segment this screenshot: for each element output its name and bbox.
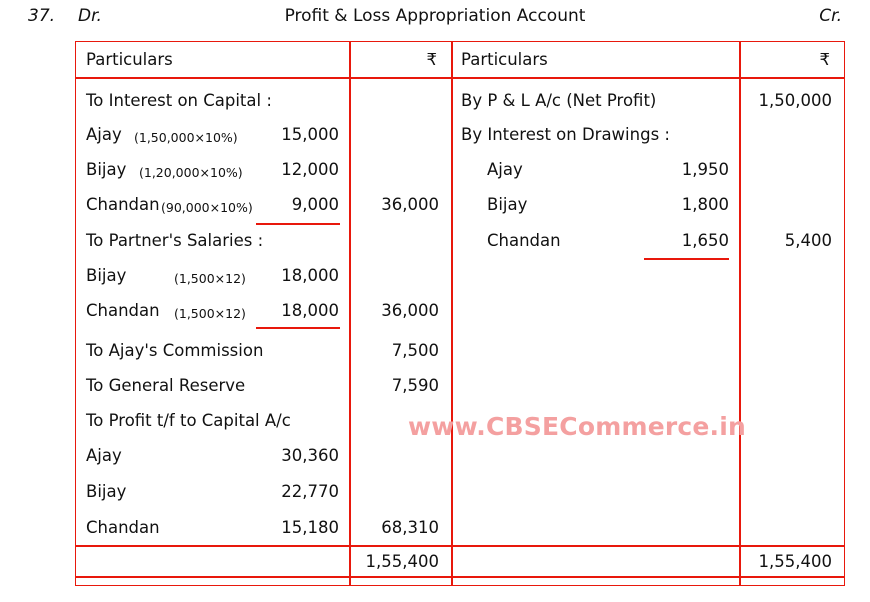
credit-row-interest-on-drawings-title: By Interest on Drawings : xyxy=(461,125,670,144)
column-header-amount-debit: ₹ xyxy=(426,50,437,69)
debit-side-label: Dr. xyxy=(78,6,102,26)
credit-side-label: Cr. xyxy=(819,6,842,26)
debit-row-profit-chandan-name: Chandan xyxy=(86,518,160,537)
debit-row-general-reserve-amount: 7,590 xyxy=(391,376,439,395)
rule-under-ioc-details xyxy=(256,223,340,225)
debit-row-profit-chandan-detail: 15,180 xyxy=(281,518,339,537)
divider-right-amount-column xyxy=(739,42,741,585)
account-title: Profit & Loss Appropriation Account xyxy=(284,6,586,26)
debit-row-salary-chandan-name: Chandan xyxy=(86,301,160,320)
debit-row-salaries-title: To Partner's Salaries : xyxy=(86,231,264,250)
debit-grand-total: 1,55,400 xyxy=(365,552,439,571)
credit-row-net-profit-amount: 1,50,000 xyxy=(758,91,832,110)
debit-row-salary-bijay-detail: 18,000 xyxy=(281,266,339,285)
divider-centre xyxy=(451,42,453,585)
debit-row-ioc-bijay-detail: 12,000 xyxy=(281,160,339,179)
debit-row-ioc-chandan-detail: 9,000 xyxy=(291,195,339,214)
debit-row-profit-transfer-title: To Profit t/f to Capital A/c xyxy=(86,411,291,430)
page-header xyxy=(0,6,870,36)
rule-under-iod-details xyxy=(644,258,729,260)
column-header-particulars-debit: Particulars xyxy=(86,50,173,69)
debit-row-ioc-ajay-name: Ajay xyxy=(86,125,122,144)
credit-row-iod-bijay-name: Bijay xyxy=(487,195,528,214)
debit-row-ioc-bijay-basis: (1,20,000×10%) xyxy=(139,165,243,180)
question-number: 37. xyxy=(28,6,56,26)
rule-under-salary-details xyxy=(256,327,340,329)
debit-row-salary-bijay-basis: (1,500×12) xyxy=(174,271,246,286)
debit-row-salary-bijay-name: Bijay xyxy=(86,266,127,285)
debit-row-ioc-ajay-basis: (1,50,000×10%) xyxy=(134,130,238,145)
debit-row-profit-bijay-detail: 22,770 xyxy=(281,482,339,501)
rule-above-credit-total xyxy=(451,545,844,547)
debit-row-salary-chandan-detail: 18,000 xyxy=(281,301,339,320)
debit-row-commission-title: To Ajay's Commission xyxy=(86,341,264,360)
debit-row-profit-bijay-name: Bijay xyxy=(86,482,127,501)
debit-row-ioc-bijay-name: Bijay xyxy=(86,160,127,179)
debit-row-ioc-chandan-name: Chandan xyxy=(86,195,160,214)
watermark: www.CBSECommerce.in xyxy=(408,412,747,441)
debit-row-ioc-ajay-detail: 15,000 xyxy=(281,125,339,144)
debit-row-ioc-chandan-basis: (90,000×10%) xyxy=(161,200,253,215)
credit-grand-total: 1,55,400 xyxy=(758,552,832,571)
debit-row-salary-chandan-basis: (1,500×12) xyxy=(174,306,246,321)
debit-row-profit-ajay-name: Ajay xyxy=(86,446,122,465)
column-header-amount-credit: ₹ xyxy=(819,50,830,69)
debit-row-ioc-total: 36,000 xyxy=(381,195,439,214)
credit-row-iod-ajay-name: Ajay xyxy=(487,160,523,179)
credit-row-interest-on-drawings-total: 5,400 xyxy=(784,231,832,250)
debit-row-general-reserve-title: To General Reserve xyxy=(86,376,246,395)
debit-row-salaries-total: 36,000 xyxy=(381,301,439,320)
credit-row-iod-chandan-name: Chandan xyxy=(487,231,561,250)
debit-row-commission-amount: 7,500 xyxy=(391,341,439,360)
debit-row-interest-on-capital-title: To Interest on Capital : xyxy=(86,91,272,110)
debit-row-profit-transfer-total: 68,310 xyxy=(381,518,439,537)
ledger-table xyxy=(75,41,845,586)
rule-below-totals xyxy=(76,576,844,578)
credit-row-net-profit-title: By P & L A/c (Net Profit) xyxy=(461,91,657,110)
credit-row-iod-bijay-detail: 1,800 xyxy=(681,195,729,214)
debit-row-profit-ajay-detail: 30,360 xyxy=(281,446,339,465)
credit-row-iod-chandan-detail: 1,650 xyxy=(681,231,729,250)
credit-row-iod-ajay-detail: 1,950 xyxy=(681,160,729,179)
column-header-particulars-credit: Particulars xyxy=(461,50,548,69)
divider-column-headers xyxy=(76,77,844,79)
rule-above-debit-total xyxy=(76,545,451,547)
